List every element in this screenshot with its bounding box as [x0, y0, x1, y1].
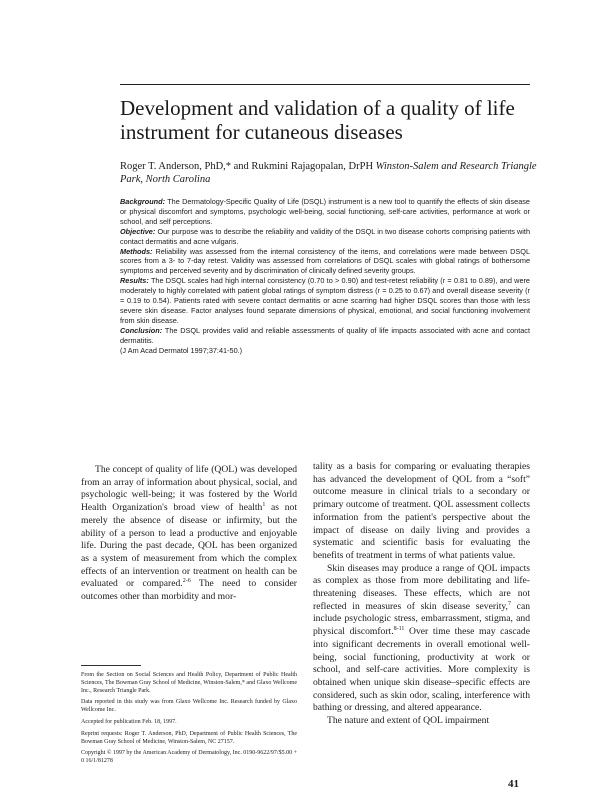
abstract-objective: Objective: Our purpose was to describe the reliability and validity of the DSQL in two disease cohorts comprising patients with contact dermatitis and acne vulgaris. — [120, 226, 531, 246]
abstract — [120, 197, 530, 356]
body-paragraph: Skin diseases may produce a range of QOL impacts as complex as those from more debilitating and life-threatening diseases. These effects, which are not reflected in measures of skin disease severity,$^7$ can include psychologic stress, embarrassment, stigma, and physical discomfort.$^{8-11}$ Over time these may cascade into significant decrements in overall emotional well-being, social functioning, productivity at work or school, and self-care activities. More complexity is obtained when unique skin disease–specific effects are considered, such as skin odor, scaling, interference with bathing or dressing, and altered appearance. — [313, 562, 530, 714]
abstract-conclusion: Conclusion: The DSQL provides valid and reliable assessments of quality of life impacts associated with acne and contact dermatitis. — [120, 325, 530, 345]
abstract-results: Results: The DSQL scales had high internal consistency (0.70 to > 0.90) and test-retest reliability (r = 0.81 to 0.89), and were moderately to highly correlated with patient global ratings of symptom distress (r = 0.25 to 0.67) and overall disease severity (r = 0.19 to 0.54). Patients rated with severe contact dermatitis or acne scarring had higher DSQL scores than those with less severe skin disease. Factor analyses found separate dimensions of physical, emotional, and social functioning involvement from skin disease. — [120, 276, 530, 325]
body-paragraph: The nature and extent of QOL impairment — [327, 715, 490, 727]
body-column-left — [81, 464, 297, 604]
footnote-rule — [81, 665, 141, 666]
footnote-affiliation: From the Section on Social Sciences and Health Policy, Department of Public Health Sciences, The Bowman Gray School of Medicine, Winston-Salem,* and Glaxo Wellcome Inc., Research Triangle Park. — [81, 672, 297, 694]
body-paragraph: tality as a basis for comparing or evaluating therapies has advanced the development of QOL from a “soft” outcome measure in clinical trials to a secondary or primary outcome of treatment. QOL assessment collects information from the patient's perspective about the impact of disease on daily living and provides a systematic and scientific basis for evaluating the benefits of treatment in terms of what patients value. — [313, 461, 530, 561]
header-rule — [120, 84, 530, 85]
footnotes — [81, 672, 297, 770]
page-number: 41 — [508, 778, 519, 790]
footnote-reprints: Reprint requests: Roger T. Anderson, PhD, Department of Public Health Sciences, The Bowman Gray School of Medicine, Winston-Salem, NC 27157. — [81, 730, 297, 745]
article-title: Development and validation of a quality of life instrument for cutaneous diseases — [120, 96, 515, 144]
body-column-right — [313, 461, 530, 728]
abstract-methods: Methods: Reliability was assessed from the internal consistency of the items, and correlations were made between DSQL scores from a 3- to 7-day retest. Validity was assessed from correlations of DSQL scales with global ratings of bothersome symptoms and perceived severity and by discrimination of clinically defined severity groups. — [120, 246, 530, 276]
footnote-funding: Data reported in this study was from Glaxo Wellcome Inc. Research funded by Glaxo Wellcome Inc. — [81, 699, 297, 714]
abstract-background: Background: The Dermatology-Specific Quality of Life (DSQL) instrument is a new tool to quantify the effects of skin disease or physical discomfort and symptoms, psychologic well-being, social functioning, self-care activities, performance at work or school, and self perceptions. — [120, 197, 530, 226]
footnote-accepted: Accepted for publication Feb. 18, 1997. — [81, 718, 177, 725]
author-names: Roger T. Anderson, PhD,* and Rukmini Rajagopalan, DrPH — [120, 161, 374, 172]
footnote-copyright: Copyright © 1997 by the American Academy of Dermatology, Inc. 0190-9622/97/$5.00 + 0 16/1/81278 — [81, 750, 297, 765]
abstract-citation: (J Am Acad Dermatol 1997;37:41-50.) — [120, 345, 243, 355]
body-paragraph: The concept of quality of life (QOL) was developed from an array of information about physical, social, and psychologic well-being; it was fostered by the World Health Organization's broad view of health$^1$ as not merely the absence of disease or infirmity, but the ability of a person to lead a productive and enjoyable life. During the past decade, QOL has been organized as a system of measurement from which the complex effects of an intervention or treatment on health can be evaluated or compared.$^{2-6}$ The need to consider outcomes other than morbidity and mor- — [81, 464, 297, 603]
article-authors — [120, 160, 540, 186]
author-affiliation: Winston-Salem and Research Triangle Park, North Carolina — [120, 161, 537, 185]
